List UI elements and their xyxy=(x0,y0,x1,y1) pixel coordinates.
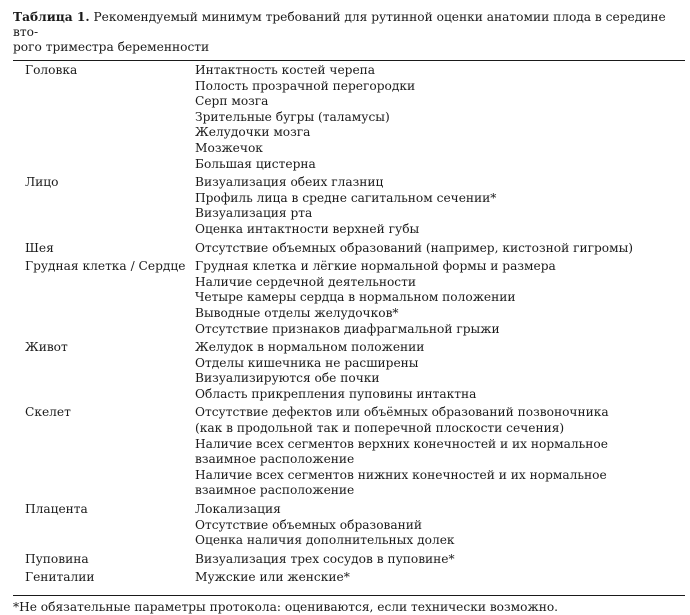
items-cell xyxy=(195,175,685,240)
category-cell: Скелет xyxy=(25,405,71,420)
requirement-item: Оценка наличия дополнительных долек xyxy=(195,533,455,548)
category-cell: Головка xyxy=(25,63,78,77)
category-cell: Пуповина xyxy=(25,551,89,566)
table-row xyxy=(13,570,685,589)
requirement-item: Интактность костей черепа xyxy=(195,63,376,77)
table-caption xyxy=(13,10,680,55)
requirement-item: Желудочки мозга xyxy=(195,125,311,140)
table-row xyxy=(13,552,685,571)
items-cell xyxy=(195,241,685,260)
category-cell: Живот xyxy=(25,340,68,355)
requirement-item: Наличие сердечной деятельности xyxy=(195,274,416,289)
requirement-item: Визуализация трех сосудов в пуповине* xyxy=(195,551,455,566)
table-row xyxy=(13,175,685,240)
requirement-item: Желудок в нормальном положении xyxy=(195,340,425,355)
table-row xyxy=(13,405,685,502)
requirement-item: взаимное расположение xyxy=(195,452,355,467)
requirement-item: Выводные отделы желудочков* xyxy=(195,305,399,320)
caption-text-line2: рого триместра беременности xyxy=(13,40,210,54)
requirement-item: Отсутствие объемных образований (например, кистозной гигромы) xyxy=(195,240,634,255)
requirement-item: Зрительные бугры (таламусы) xyxy=(195,109,390,124)
requirement-item: Локализация xyxy=(195,502,281,517)
table-row xyxy=(13,502,685,552)
requirement-item: Грудная клетка и лёгкие нормальной формы и размера xyxy=(195,259,556,274)
requirement-item: Профиль лица в средне сагитальном сечении* xyxy=(195,190,497,205)
caption-text-line1: Рекомендуемый минимум требований для рутинной оценки анатомии плода в середине вто- xyxy=(13,10,666,39)
items-cell xyxy=(195,405,685,502)
table-row xyxy=(13,61,685,175)
requirement-item: Визуализация обеих глазниц xyxy=(195,175,384,190)
items-cell xyxy=(195,259,685,340)
items-cell xyxy=(195,340,685,405)
table-bottom-rule xyxy=(13,595,685,596)
requirement-item: Наличие всех сегментов нижних конечностей и их нормальное xyxy=(195,467,607,482)
requirement-item: (как в продольной так и поперечной плоскости сечения) xyxy=(195,421,565,436)
requirement-item: Четыре камеры сердца в нормальном положении xyxy=(195,290,516,305)
category-cell: Гениталии xyxy=(25,570,95,585)
requirement-item: Отделы кишечника не расширены xyxy=(195,355,419,370)
requirement-item: Визуализируются обе почки xyxy=(195,371,380,386)
requirement-item: Отсутствие признаков диафрагмальной грыжи xyxy=(195,321,500,336)
table-row xyxy=(13,340,685,405)
requirement-item: Полость прозрачной перегородки xyxy=(195,78,416,93)
requirement-item: Наличие всех сегментов верхних конечностей и их нормальное xyxy=(195,436,608,451)
items-cell xyxy=(195,570,685,589)
requirement-item: Отсутствие объемных образований xyxy=(195,517,423,532)
category-cell: Лицо xyxy=(25,175,59,190)
requirements-table xyxy=(13,61,685,589)
category-cell: Шея xyxy=(25,240,54,255)
requirement-item: Область прикрепления пуповины интактна xyxy=(195,386,477,401)
table-body xyxy=(13,61,685,589)
category-cell: Грудная клетка / Сердце xyxy=(25,259,186,274)
items-cell xyxy=(195,502,685,552)
requirement-item: Мозжечок xyxy=(195,140,263,155)
requirement-item: взаимное расположение xyxy=(195,483,355,498)
requirement-item: Мужские или женские* xyxy=(195,570,350,585)
category-cell: Плацента xyxy=(25,502,88,517)
requirement-item: Отсутствие дефектов или объёмных образований позвоночника xyxy=(195,405,609,420)
items-cell xyxy=(195,552,685,571)
requirement-item: Оценка интактности верхней губы xyxy=(195,221,420,236)
requirement-item: Визуализация рта xyxy=(195,206,313,221)
table-row xyxy=(13,259,685,340)
requirement-item: Большая цистерна xyxy=(195,156,316,171)
caption-label: Таблица 1. xyxy=(13,10,90,24)
requirement-item: Серп мозга xyxy=(195,94,269,109)
items-cell xyxy=(195,61,685,175)
table-row xyxy=(13,241,685,260)
table-footnote: *Не обязательные параметры протокола: оцениваются, если технически возможно. xyxy=(13,600,559,614)
